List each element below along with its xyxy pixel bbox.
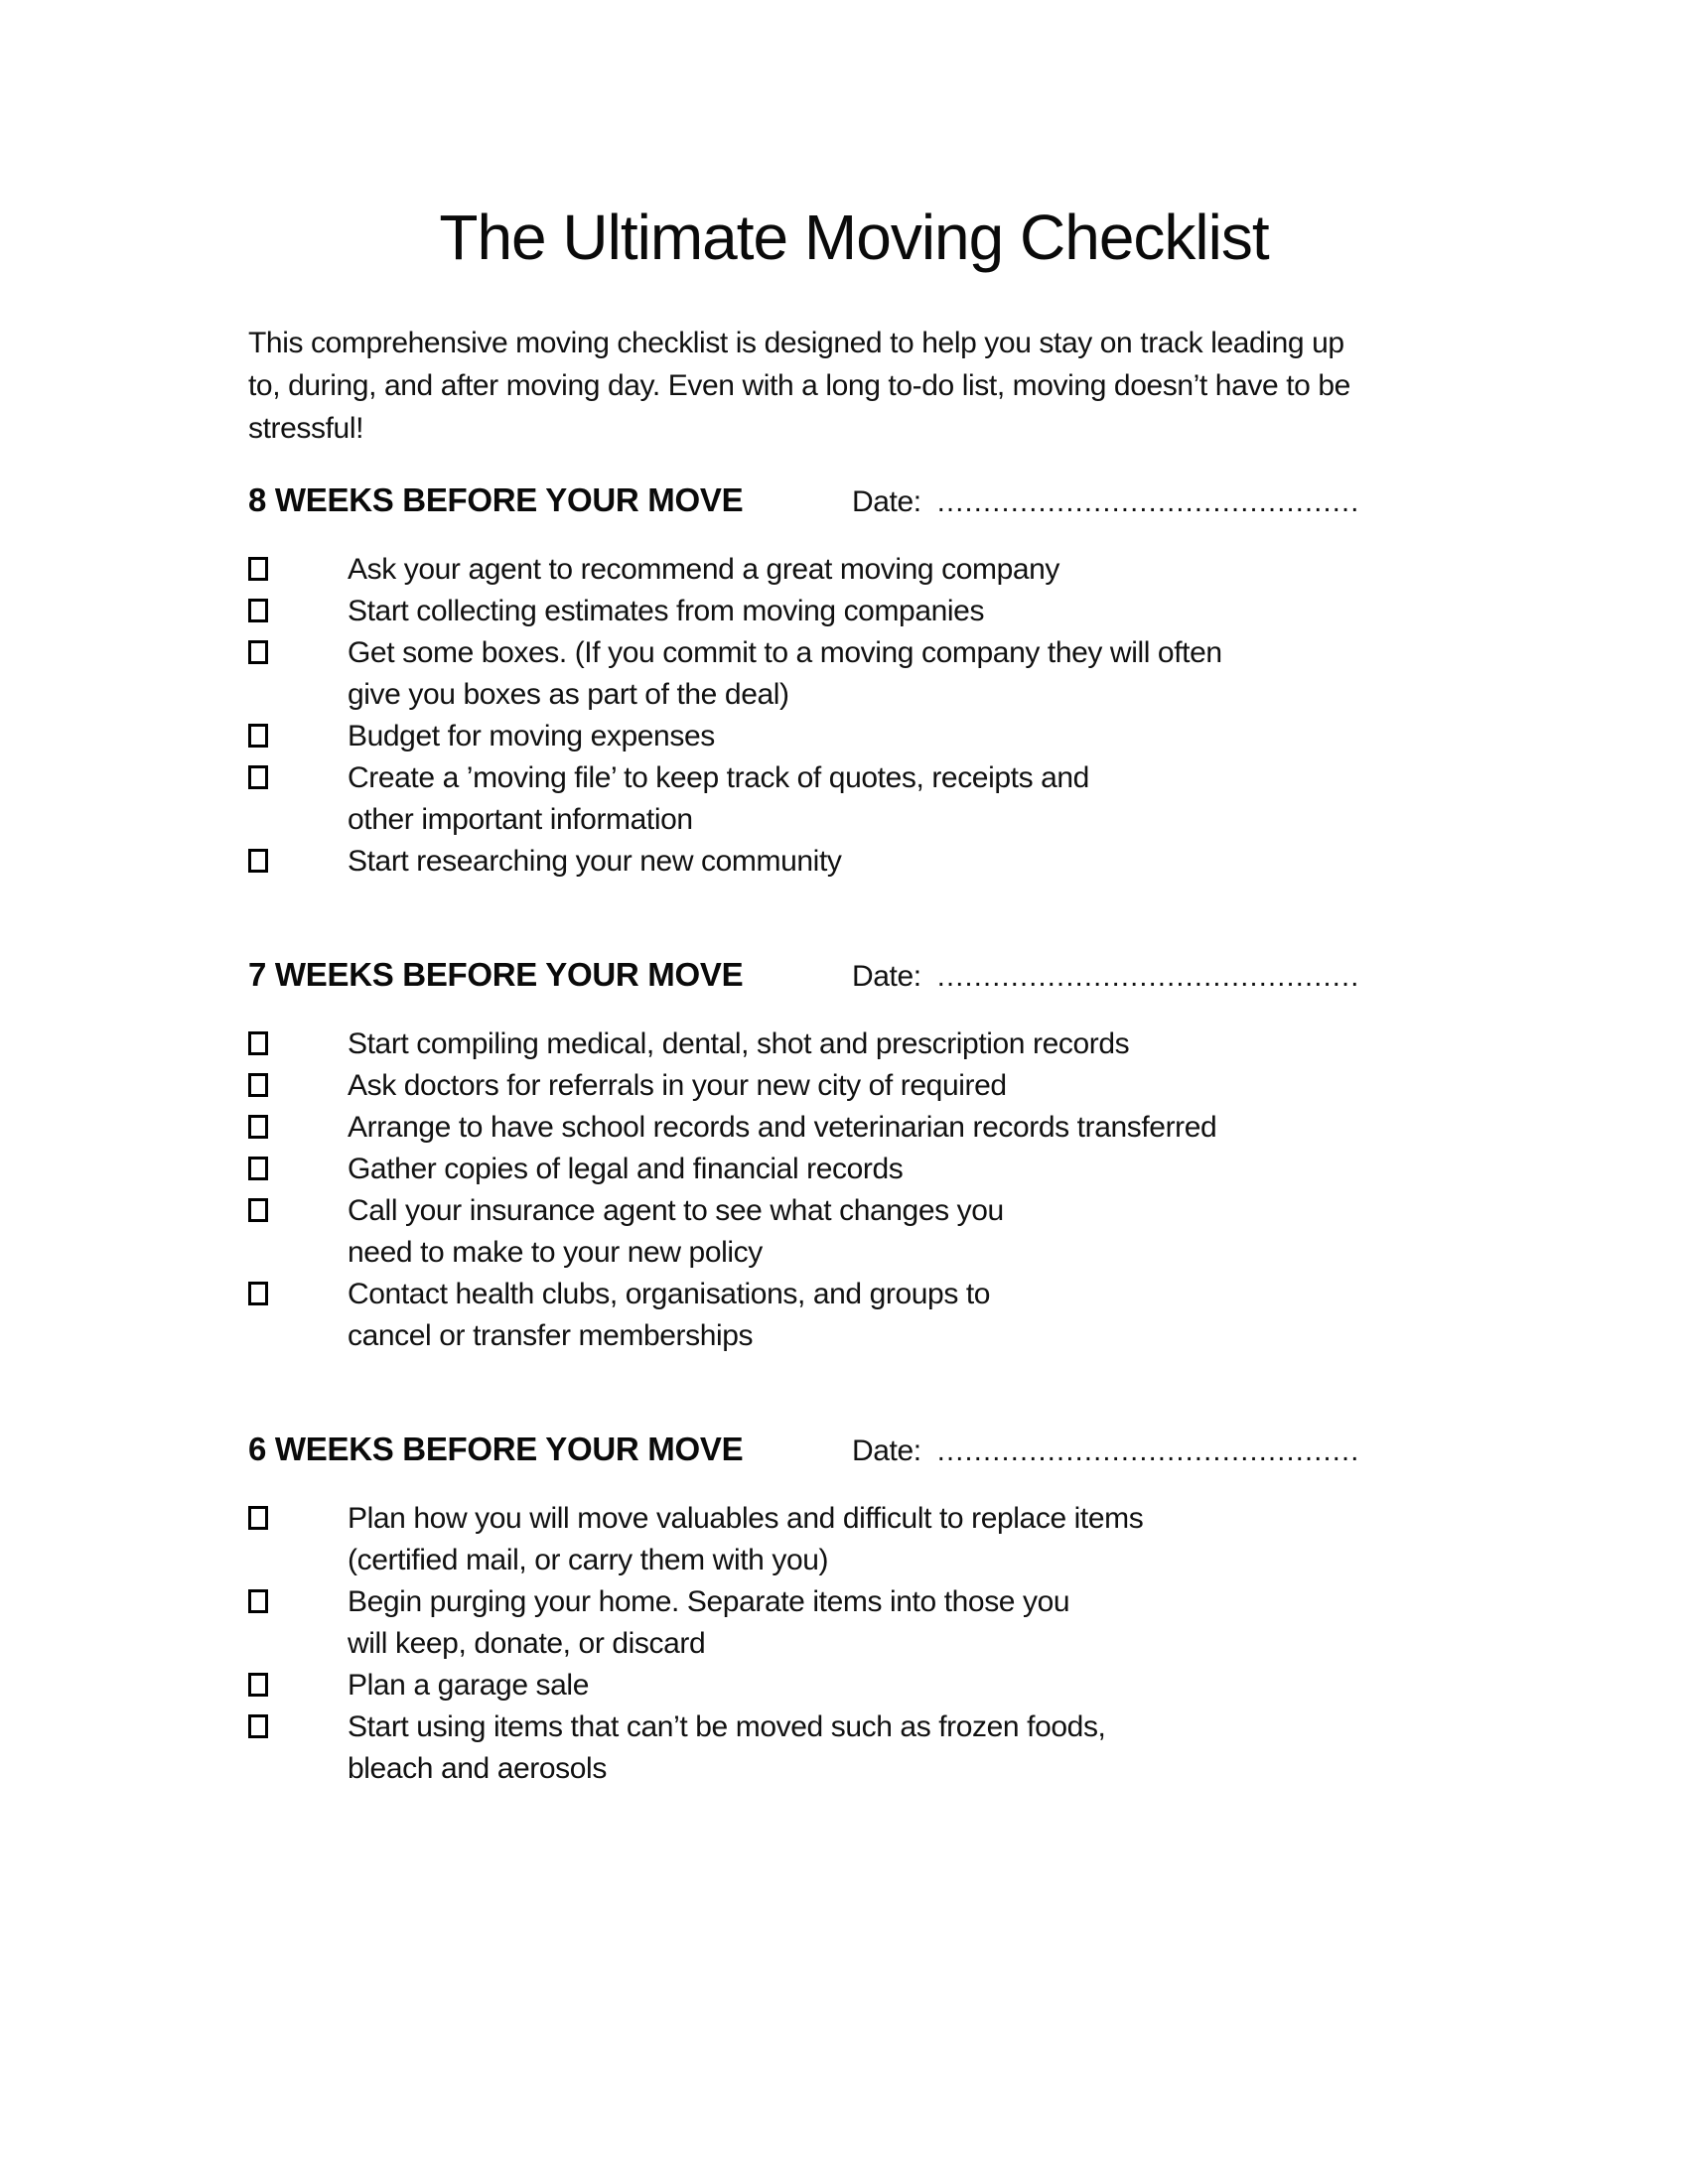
checkbox-icon[interactable] <box>248 1031 268 1055</box>
checkbox-icon[interactable] <box>248 640 268 664</box>
list-item <box>248 1149 1460 1190</box>
list-item <box>248 591 1460 632</box>
list-item <box>248 1274 1460 1357</box>
list-item <box>248 716 1460 757</box>
list-item <box>248 841 1460 883</box>
checkbox-icon[interactable] <box>248 1506 268 1530</box>
item-text: Start compiling medical, dental, shot and prescription records <box>348 1027 1130 1061</box>
item-text: Ask doctors for referrals in your new city of required <box>348 1069 1007 1103</box>
item-text: Budget for moving expenses <box>348 720 715 753</box>
checkbox-icon[interactable] <box>248 1714 268 1738</box>
list-item <box>248 1065 1460 1107</box>
date-fill-line: .............................................. <box>936 486 1360 519</box>
checkbox-icon[interactable] <box>248 724 268 748</box>
list-item <box>248 1024 1460 1065</box>
checklist <box>248 1498 1460 1790</box>
checkbox-icon[interactable] <box>248 765 268 789</box>
list-item <box>248 1665 1460 1706</box>
item-text: Start collecting estimates from moving companies <box>348 595 985 628</box>
item-text: Get some boxes. (If you commit to a moving company they will often give you boxes as part of the deal) <box>348 636 1222 712</box>
checkbox-icon[interactable] <box>248 1589 268 1613</box>
section-8-weeks <box>248 481 1460 883</box>
item-text: Ask your agent to recommend a great moving company <box>348 553 1060 587</box>
list-item <box>248 1190 1460 1274</box>
intro-paragraph: This comprehensive moving checklist is designed to help you stay on track leading up to, during, and after moving day. Even with a long to-do list, moving doesn’t have to be stressful! <box>248 327 1350 446</box>
section-6-weeks <box>248 1431 1460 1790</box>
checkbox-icon[interactable] <box>248 557 268 581</box>
checkbox-icon[interactable] <box>248 1157 268 1180</box>
list-item <box>248 632 1460 716</box>
item-text: Contact health clubs, organisations, and groups to cancel or transfer memberships <box>348 1278 991 1353</box>
date-label: Date: <box>852 1434 921 1468</box>
date-fill-line: .............................................. <box>936 1435 1360 1468</box>
page-title: The Ultimate Moving Checklist <box>439 202 1269 273</box>
date-label: Date: <box>852 960 921 994</box>
checkbox-icon[interactable] <box>248 1198 268 1222</box>
section-heading: 8 WEEKS BEFORE YOUR MOVE <box>248 481 744 519</box>
section-7-weeks <box>248 956 1460 1357</box>
list-item <box>248 1706 1460 1790</box>
item-text: Begin purging your home. Separate items into those you will keep, donate, or discard <box>348 1585 1070 1661</box>
date-fill-line: .............................................. <box>936 961 1360 994</box>
checkbox-icon[interactable] <box>248 1673 268 1697</box>
list-item <box>248 1107 1460 1149</box>
checkbox-icon[interactable] <box>248 1115 268 1139</box>
item-text: Plan how you will move valuables and difficult to replace items (certified mail, or carry them with you) <box>348 1502 1144 1577</box>
checkbox-icon[interactable] <box>248 849 268 873</box>
list-item <box>248 1581 1460 1665</box>
item-text: Start researching your new community <box>348 845 842 879</box>
section-heading: 7 WEEKS BEFORE YOUR MOVE <box>248 956 744 994</box>
item-text: Call your insurance agent to see what changes you need to make to your new policy <box>348 1194 1004 1270</box>
checklist <box>248 549 1460 883</box>
list-item <box>248 1498 1460 1581</box>
item-text: Arrange to have school records and veterinarian records transferred <box>348 1111 1217 1145</box>
date-label: Date: <box>852 485 921 519</box>
section-heading: 6 WEEKS BEFORE YOUR MOVE <box>248 1431 744 1468</box>
checkbox-icon[interactable] <box>248 599 268 622</box>
checkbox-icon[interactable] <box>248 1282 268 1305</box>
section-header <box>248 1431 1460 1468</box>
section-header <box>248 481 1460 519</box>
checklist <box>248 1024 1460 1357</box>
item-text: Gather copies of legal and financial records <box>348 1153 904 1186</box>
item-text: Create a ’moving file’ to keep track of quotes, receipts and other important information <box>348 761 1089 837</box>
checkbox-icon[interactable] <box>248 1073 268 1097</box>
section-header <box>248 956 1460 994</box>
list-item <box>248 757 1460 841</box>
item-text: Start using items that can’t be moved such as frozen foods, bleach and aerosols <box>348 1710 1106 1786</box>
item-text: Plan a garage sale <box>348 1669 589 1703</box>
list-item <box>248 549 1460 591</box>
